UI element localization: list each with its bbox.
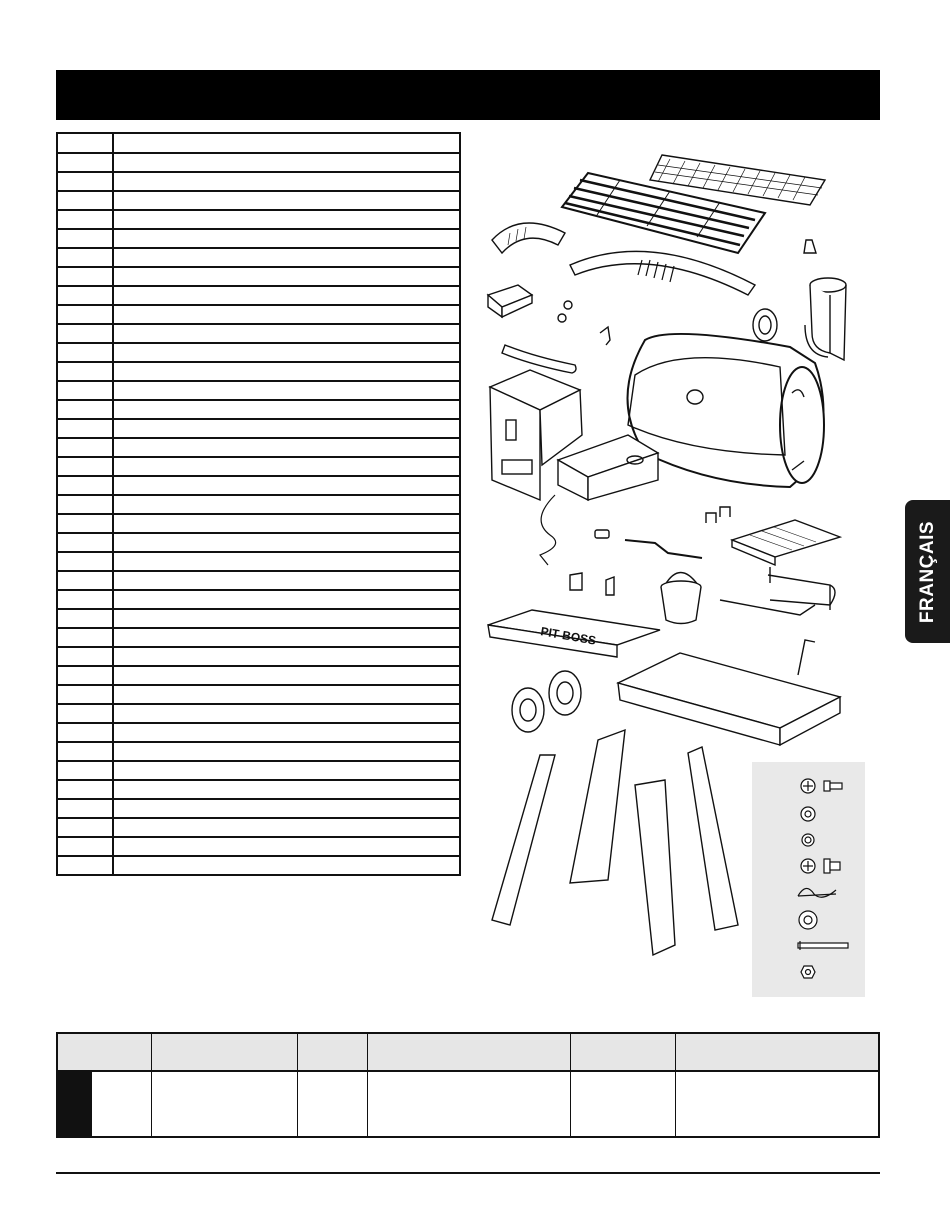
part-description-cell <box>113 799 460 818</box>
part-number-cell <box>57 628 113 647</box>
washer-part <box>564 301 572 309</box>
nut-icon <box>801 966 815 978</box>
table-row <box>57 305 460 324</box>
table-row <box>57 210 460 229</box>
part-number-cell <box>57 723 113 742</box>
flame-broiler-plate <box>570 251 755 295</box>
table-row <box>57 799 460 818</box>
part-number-cell <box>57 457 113 476</box>
grease-tray <box>488 285 532 317</box>
bracket <box>804 240 816 253</box>
part-number-cell <box>57 742 113 761</box>
part-number-cell <box>57 818 113 837</box>
part-description-cell <box>113 704 460 723</box>
part-number-cell <box>57 438 113 457</box>
part-number-cell <box>57 400 113 419</box>
wheels <box>512 671 581 732</box>
washer-icon <box>801 807 815 821</box>
r-clip-icon <box>798 888 836 897</box>
header-bar <box>56 70 880 120</box>
table-row <box>57 761 460 780</box>
table-row <box>57 666 460 685</box>
part-description-cell <box>113 229 460 248</box>
table-row <box>57 628 460 647</box>
part-description-cell <box>113 153 460 172</box>
table-row <box>57 438 460 457</box>
table-row <box>57 400 460 419</box>
part-number-cell <box>57 267 113 286</box>
part-description-cell <box>113 666 460 685</box>
part-description-cell <box>113 837 460 856</box>
language-tab-label: FRANÇAIS <box>916 520 938 623</box>
hardware-icons <box>752 762 865 997</box>
part-description-cell <box>113 248 460 267</box>
language-tab <box>905 500 950 643</box>
table-row <box>57 476 460 495</box>
part-number-cell <box>57 685 113 704</box>
table-row <box>57 818 460 837</box>
table-row <box>57 856 460 875</box>
table-row <box>57 780 460 799</box>
grease-bucket <box>661 573 701 624</box>
side-baffle <box>492 223 565 253</box>
part-description-cell <box>113 343 460 362</box>
part-number-cell <box>57 229 113 248</box>
part-number-cell <box>57 761 113 780</box>
bottom-table <box>56 1032 880 1138</box>
phillips-bolt-icon <box>801 859 840 873</box>
table-row <box>57 590 460 609</box>
part-number-cell <box>57 514 113 533</box>
shelf-brand-text: PIT BOSS <box>539 624 598 648</box>
part-description-cell <box>113 780 460 799</box>
table-row <box>57 552 460 571</box>
part-description-cell <box>113 628 460 647</box>
table-row <box>57 457 460 476</box>
table-row <box>57 343 460 362</box>
table-row <box>57 742 460 761</box>
part-number-cell <box>57 419 113 438</box>
part-description-cell <box>113 362 460 381</box>
part-description-cell <box>113 210 460 229</box>
bottom-table-divider <box>570 1034 571 1136</box>
part-description-cell <box>113 552 460 571</box>
side-tray <box>732 520 840 565</box>
part-number-cell <box>57 495 113 514</box>
bottom-table-header <box>58 1034 878 1072</box>
table-row <box>57 191 460 210</box>
part-description-cell <box>113 742 460 761</box>
bottom-table-divider <box>675 1034 676 1136</box>
part-description-cell <box>113 400 460 419</box>
part-description-cell <box>113 381 460 400</box>
part-description-cell <box>113 476 460 495</box>
large-washer-icon <box>799 911 817 929</box>
part-number-cell <box>57 780 113 799</box>
part-description-cell <box>113 590 460 609</box>
part-number-cell <box>57 533 113 552</box>
auger-tube <box>558 435 658 500</box>
table-row <box>57 704 460 723</box>
part-description-cell <box>113 761 460 780</box>
pin <box>798 640 815 675</box>
part-number-cell <box>57 799 113 818</box>
part-description-cell <box>113 818 460 837</box>
washer-icon <box>802 834 814 846</box>
part-description-cell <box>113 286 460 305</box>
part-number-cell <box>57 172 113 191</box>
washer-part <box>558 314 566 322</box>
part-number-cell <box>57 210 113 229</box>
part-description-cell <box>113 172 460 191</box>
part-number-cell <box>57 666 113 685</box>
part-description-cell <box>113 305 460 324</box>
part-number-cell <box>57 609 113 628</box>
part-description-cell <box>113 856 460 875</box>
table-row <box>57 362 460 381</box>
part-description-cell <box>113 647 460 666</box>
part-description-cell <box>113 723 460 742</box>
part-number-cell <box>57 856 113 875</box>
part-description-cell <box>113 438 460 457</box>
power-cord <box>540 495 556 565</box>
part-number-cell <box>57 381 113 400</box>
table-row <box>57 514 460 533</box>
part-number-cell <box>57 343 113 362</box>
table-row <box>57 324 460 343</box>
part-number-cell <box>57 153 113 172</box>
auger <box>625 540 702 558</box>
part-description-cell <box>113 609 460 628</box>
part-number-cell <box>57 248 113 267</box>
bottom-table-divider <box>367 1034 368 1136</box>
bottom-shelf <box>618 653 840 745</box>
legs <box>492 730 738 955</box>
part-number-cell <box>57 837 113 856</box>
parts-table <box>56 132 461 876</box>
table-row <box>57 495 460 514</box>
bottom-table-marker <box>58 1071 92 1136</box>
table-row <box>57 229 460 248</box>
table-row <box>57 723 460 742</box>
front-shelf <box>488 610 660 657</box>
table-row <box>57 647 460 666</box>
tray-frame <box>720 567 835 615</box>
bracket-small <box>570 573 582 590</box>
table-row <box>57 381 460 400</box>
header-cell-number <box>57 133 113 153</box>
igniter <box>595 530 609 538</box>
lid-handle <box>502 345 576 373</box>
footer-rule <box>56 1172 880 1174</box>
part-description-cell <box>113 267 460 286</box>
parts-table-body <box>57 153 460 875</box>
part-number-cell <box>57 476 113 495</box>
phillips-bolt-icon <box>801 779 842 793</box>
header-cell-description <box>113 133 460 153</box>
table-row <box>57 685 460 704</box>
bracket-small <box>606 577 614 595</box>
table-row <box>57 419 460 438</box>
table-row <box>57 837 460 856</box>
table-row <box>57 286 460 305</box>
part-number-cell <box>57 324 113 343</box>
table-row <box>57 153 460 172</box>
part-description-cell <box>113 571 460 590</box>
part-number-cell <box>57 552 113 571</box>
part-number-cell <box>57 704 113 723</box>
tool-hook <box>706 513 716 523</box>
part-number-cell <box>57 362 113 381</box>
part-description-cell <box>113 685 460 704</box>
part-number-cell <box>57 305 113 324</box>
part-description-cell <box>113 324 460 343</box>
bottom-table-divider <box>151 1034 152 1136</box>
chimney <box>805 278 846 360</box>
table-row <box>57 571 460 590</box>
pin-icon <box>798 941 848 950</box>
part-number-cell <box>57 191 113 210</box>
table-row <box>57 248 460 267</box>
part-number-cell <box>57 647 113 666</box>
chimney-gasket <box>753 309 777 341</box>
latch <box>600 327 610 345</box>
part-number-cell <box>57 571 113 590</box>
bottom-table-divider <box>297 1034 298 1136</box>
part-description-cell <box>113 457 460 476</box>
table-row <box>57 609 460 628</box>
part-description-cell <box>113 419 460 438</box>
part-number-cell <box>57 590 113 609</box>
tool-hook <box>720 507 730 517</box>
table-row <box>57 267 460 286</box>
part-description-cell <box>113 191 460 210</box>
table-row <box>57 533 460 552</box>
hardware-panel <box>752 762 865 997</box>
parts-table-header <box>57 133 460 153</box>
part-number-cell <box>57 286 113 305</box>
part-description-cell <box>113 514 460 533</box>
part-description-cell <box>113 533 460 552</box>
table-row <box>57 172 460 191</box>
part-description-cell <box>113 495 460 514</box>
